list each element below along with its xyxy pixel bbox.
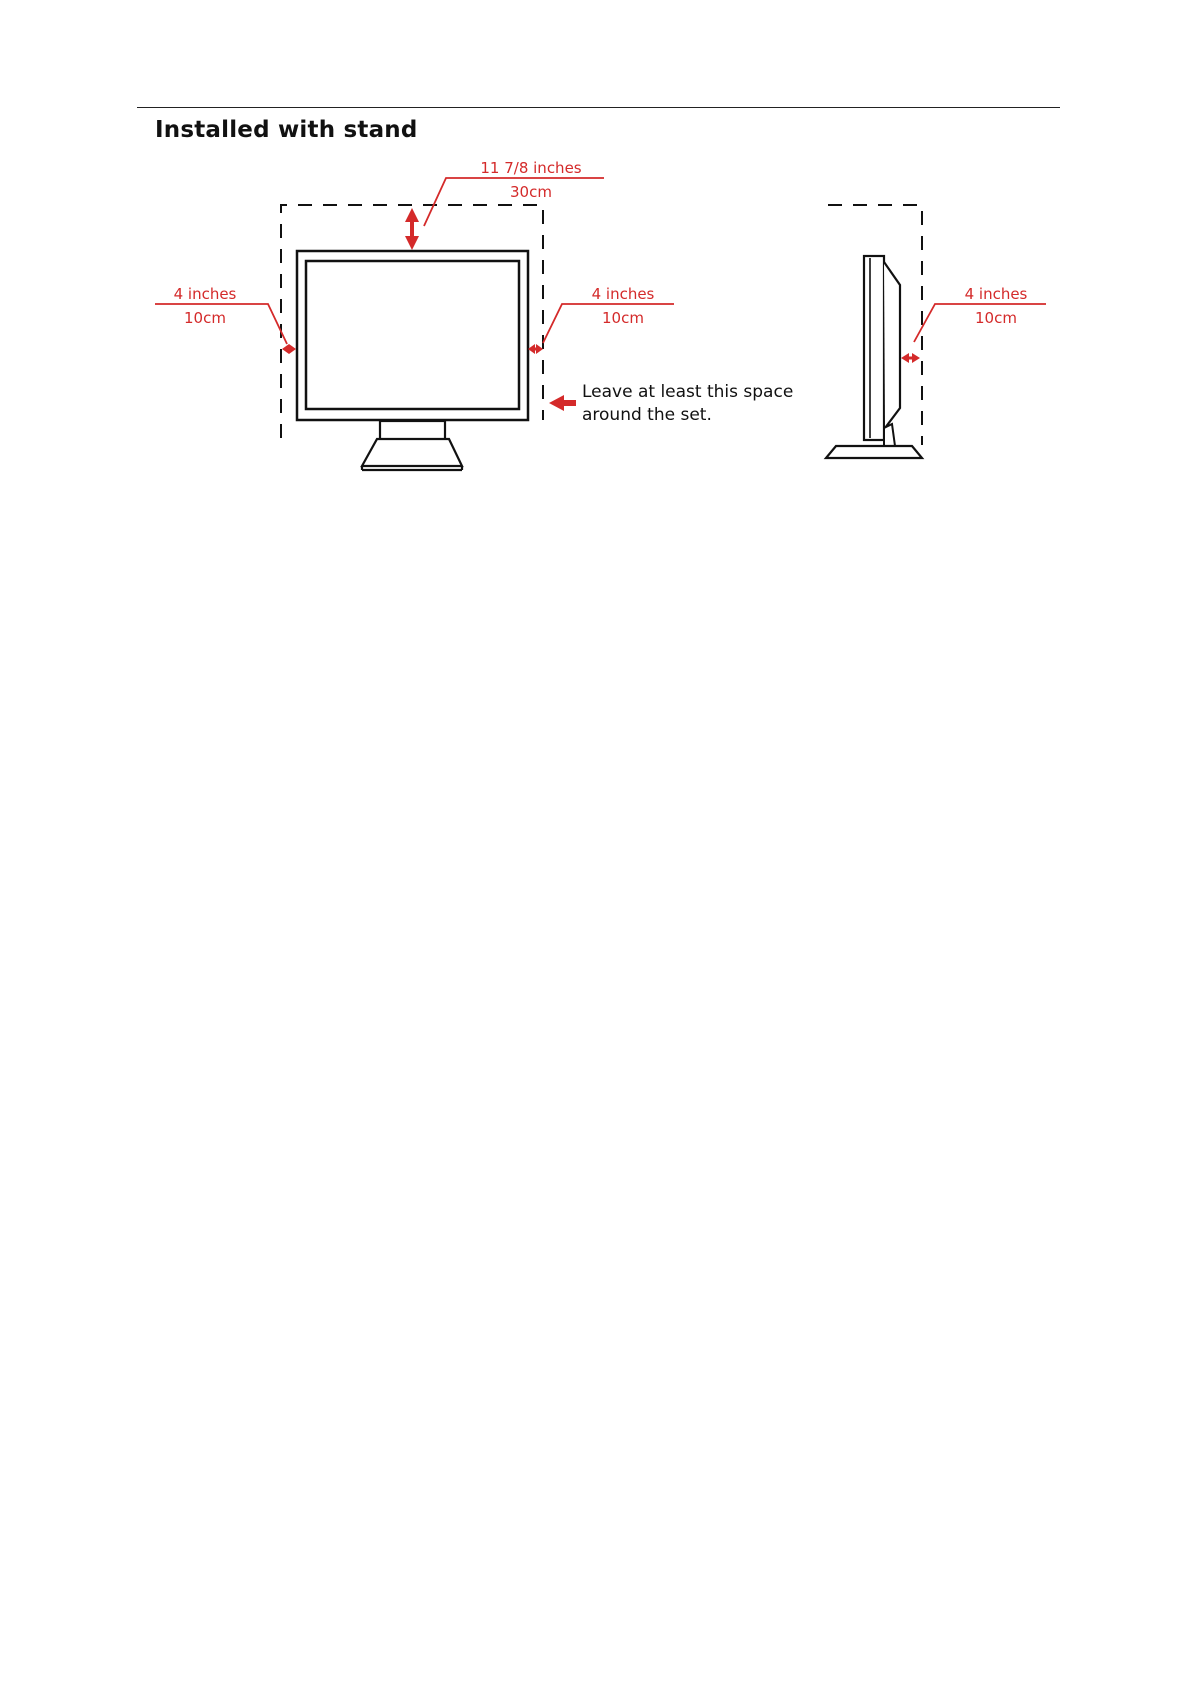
side-monitor-panel xyxy=(864,256,884,440)
right-clearance-inches: 4 inches xyxy=(591,285,655,303)
space-note-line1: Leave at least this space xyxy=(582,382,794,402)
side-stand-post xyxy=(884,424,895,446)
back-clearance-inches: 4 inches xyxy=(964,285,1028,303)
top-clearance-cm: 30cm xyxy=(510,183,552,201)
left-arrow-icon xyxy=(549,395,576,411)
clearance-diagram xyxy=(0,0,1191,520)
side-monitor-back xyxy=(884,262,900,428)
right-clearance-arrow-icon xyxy=(528,344,543,354)
right-clearance-cm: 10cm xyxy=(602,309,644,327)
left-clearance-cm: 10cm xyxy=(184,309,226,327)
space-note-line2: around the set. xyxy=(582,405,712,425)
monitor-screen xyxy=(306,261,519,409)
back-clearance-arrow-icon xyxy=(901,353,920,363)
side-view xyxy=(826,205,1046,458)
top-clearance-arrow-icon xyxy=(405,208,419,250)
front-view xyxy=(155,159,793,470)
monitor-base xyxy=(362,439,462,466)
left-clearance-arrow-icon xyxy=(282,344,296,354)
left-clearance-inches: 4 inches xyxy=(173,285,237,303)
back-clearance-cm: 10cm xyxy=(975,309,1017,327)
top-clearance-inches: 11 7/8 inches xyxy=(480,159,582,177)
section-title: Installed with stand xyxy=(155,117,418,143)
side-stand-base xyxy=(826,446,922,458)
